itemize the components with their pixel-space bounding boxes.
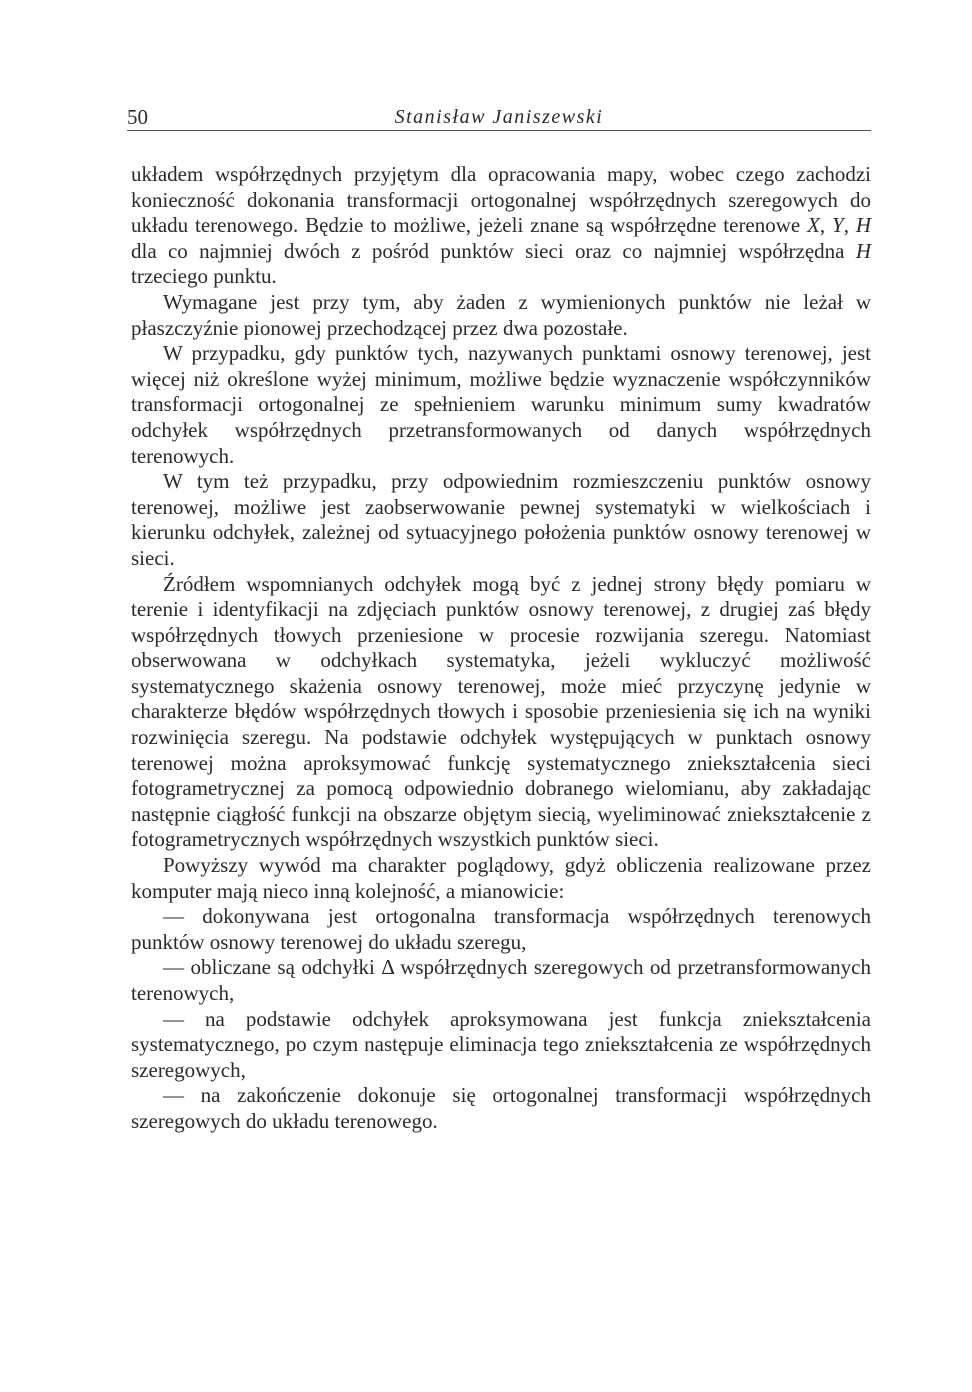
page-header xyxy=(127,104,871,131)
list-item-2: — obliczane są odchyłki Δ współrzędnych szeregowych od przetransformowanych terenowych, xyxy=(131,955,871,1005)
list-item-3: — na podstawie odchyłek aproksymowana jest funkcja zniekształcenia systematycznego, po czym następuje eliminacja tego zniekształcenia ze współrzędnych szeregowych, xyxy=(131,1006,871,1082)
paragraph-2: Wymagane jest przy tym, aby żaden z wymienionych punktów nie leżał w płaszczyźnie pionowej przechodzącej przez dwa pozostałe. xyxy=(131,289,871,340)
variable-x: X xyxy=(807,213,820,238)
running-head-author: Stanisław Janiszewski xyxy=(394,106,604,128)
list-item-4: — na zakończenie dokonuje się ortogonalnej transformacji współrzędnych szeregowych do układu terenowego. xyxy=(131,1083,871,1133)
paragraph-3: W przypadku, gdy punktów tych, nazywanych punktami osnowy terenowej, jest więcej niż określone wyżej minimum, możliwe będzie wyznaczenie współczynników transformacji ortogonalnej ze spełnieniem warunku minimum sumy kwadratów odchyłek współrzędnych przetransformowanych od danych współrzędnych terenowych. xyxy=(131,341,871,468)
variable-h: H xyxy=(855,238,871,263)
paragraph-6: Powyższy wywód ma charakter poglądowy, gdyż obliczenia realizowane przez komputer mają nieco inną kolejność, a mianowicie: xyxy=(131,853,871,903)
paragraph-5: Źródłem wspomnianych odchyłek mogą być z jednej strony błędy pomiaru w terenie i identyfikacji na zdjęciach punktów osnowy terenowej, z drugiej zaś błędy współrzędnych tłowych przeniesione w procesie rozwijania szeregu. Natomiast obserwowana w odchyłkach systematyka, jeżeli wykluczyć możliwość systematycznego skażenia osnowy terenowej, może mieć przyczynę jedynie w charakterze błędów współrzędnych tłowych i sposobie przeniesienia się ich na wyniki rozwinięcia szeregu. Na podstawie odchyłek występujących w punktach osnowy terenowej można aproksymować funkcję systematycznego zniekształcenia sieci fotogrametrycznej za pomocą odpowiednio dobranego wielomianu, aby zakładając następnie ciągłość funkcji na obszarze objętym siecią, wyeliminować zniekształcenie z fotogrametrycznych współrzędnych wszystkich punktów sieci. xyxy=(131,571,871,852)
paragraph-4: W tym też przypadku, przy odpowiednim rozmieszczeniu punktów osnowy terenowej, możliwe jest zaobserwowanie pewnej systematyki w wielkościach i kierunku odchyłek, zależnej od sytuacyjnego położenia punktów osnowy terenowej w sieci. xyxy=(131,469,871,570)
page-number: 50 xyxy=(127,105,148,129)
list-item-1: — dokonywana jest ortogonalna transformacja współrzędnych terenowych punktów osnowy terenowej do układu szeregu, xyxy=(131,904,871,954)
paragraph-1: układem współrzędnych przyjętym dla opracowania mapy, wobec czego zachodzi konieczność dokonania transformacji ortogonalnej współrzędnych szeregowych do układu terenowego. Będzie to możliwe, jeżeli znane są współrzędne terenowe X, Y, H dla co najmniej dwóch z pośród punktów sieci oraz co najmniej współrzędna H trzeciego punktu. xyxy=(131,162,871,289)
variable-h: H xyxy=(855,213,871,238)
body-text xyxy=(131,162,871,1135)
variable-y: Y xyxy=(832,213,844,238)
